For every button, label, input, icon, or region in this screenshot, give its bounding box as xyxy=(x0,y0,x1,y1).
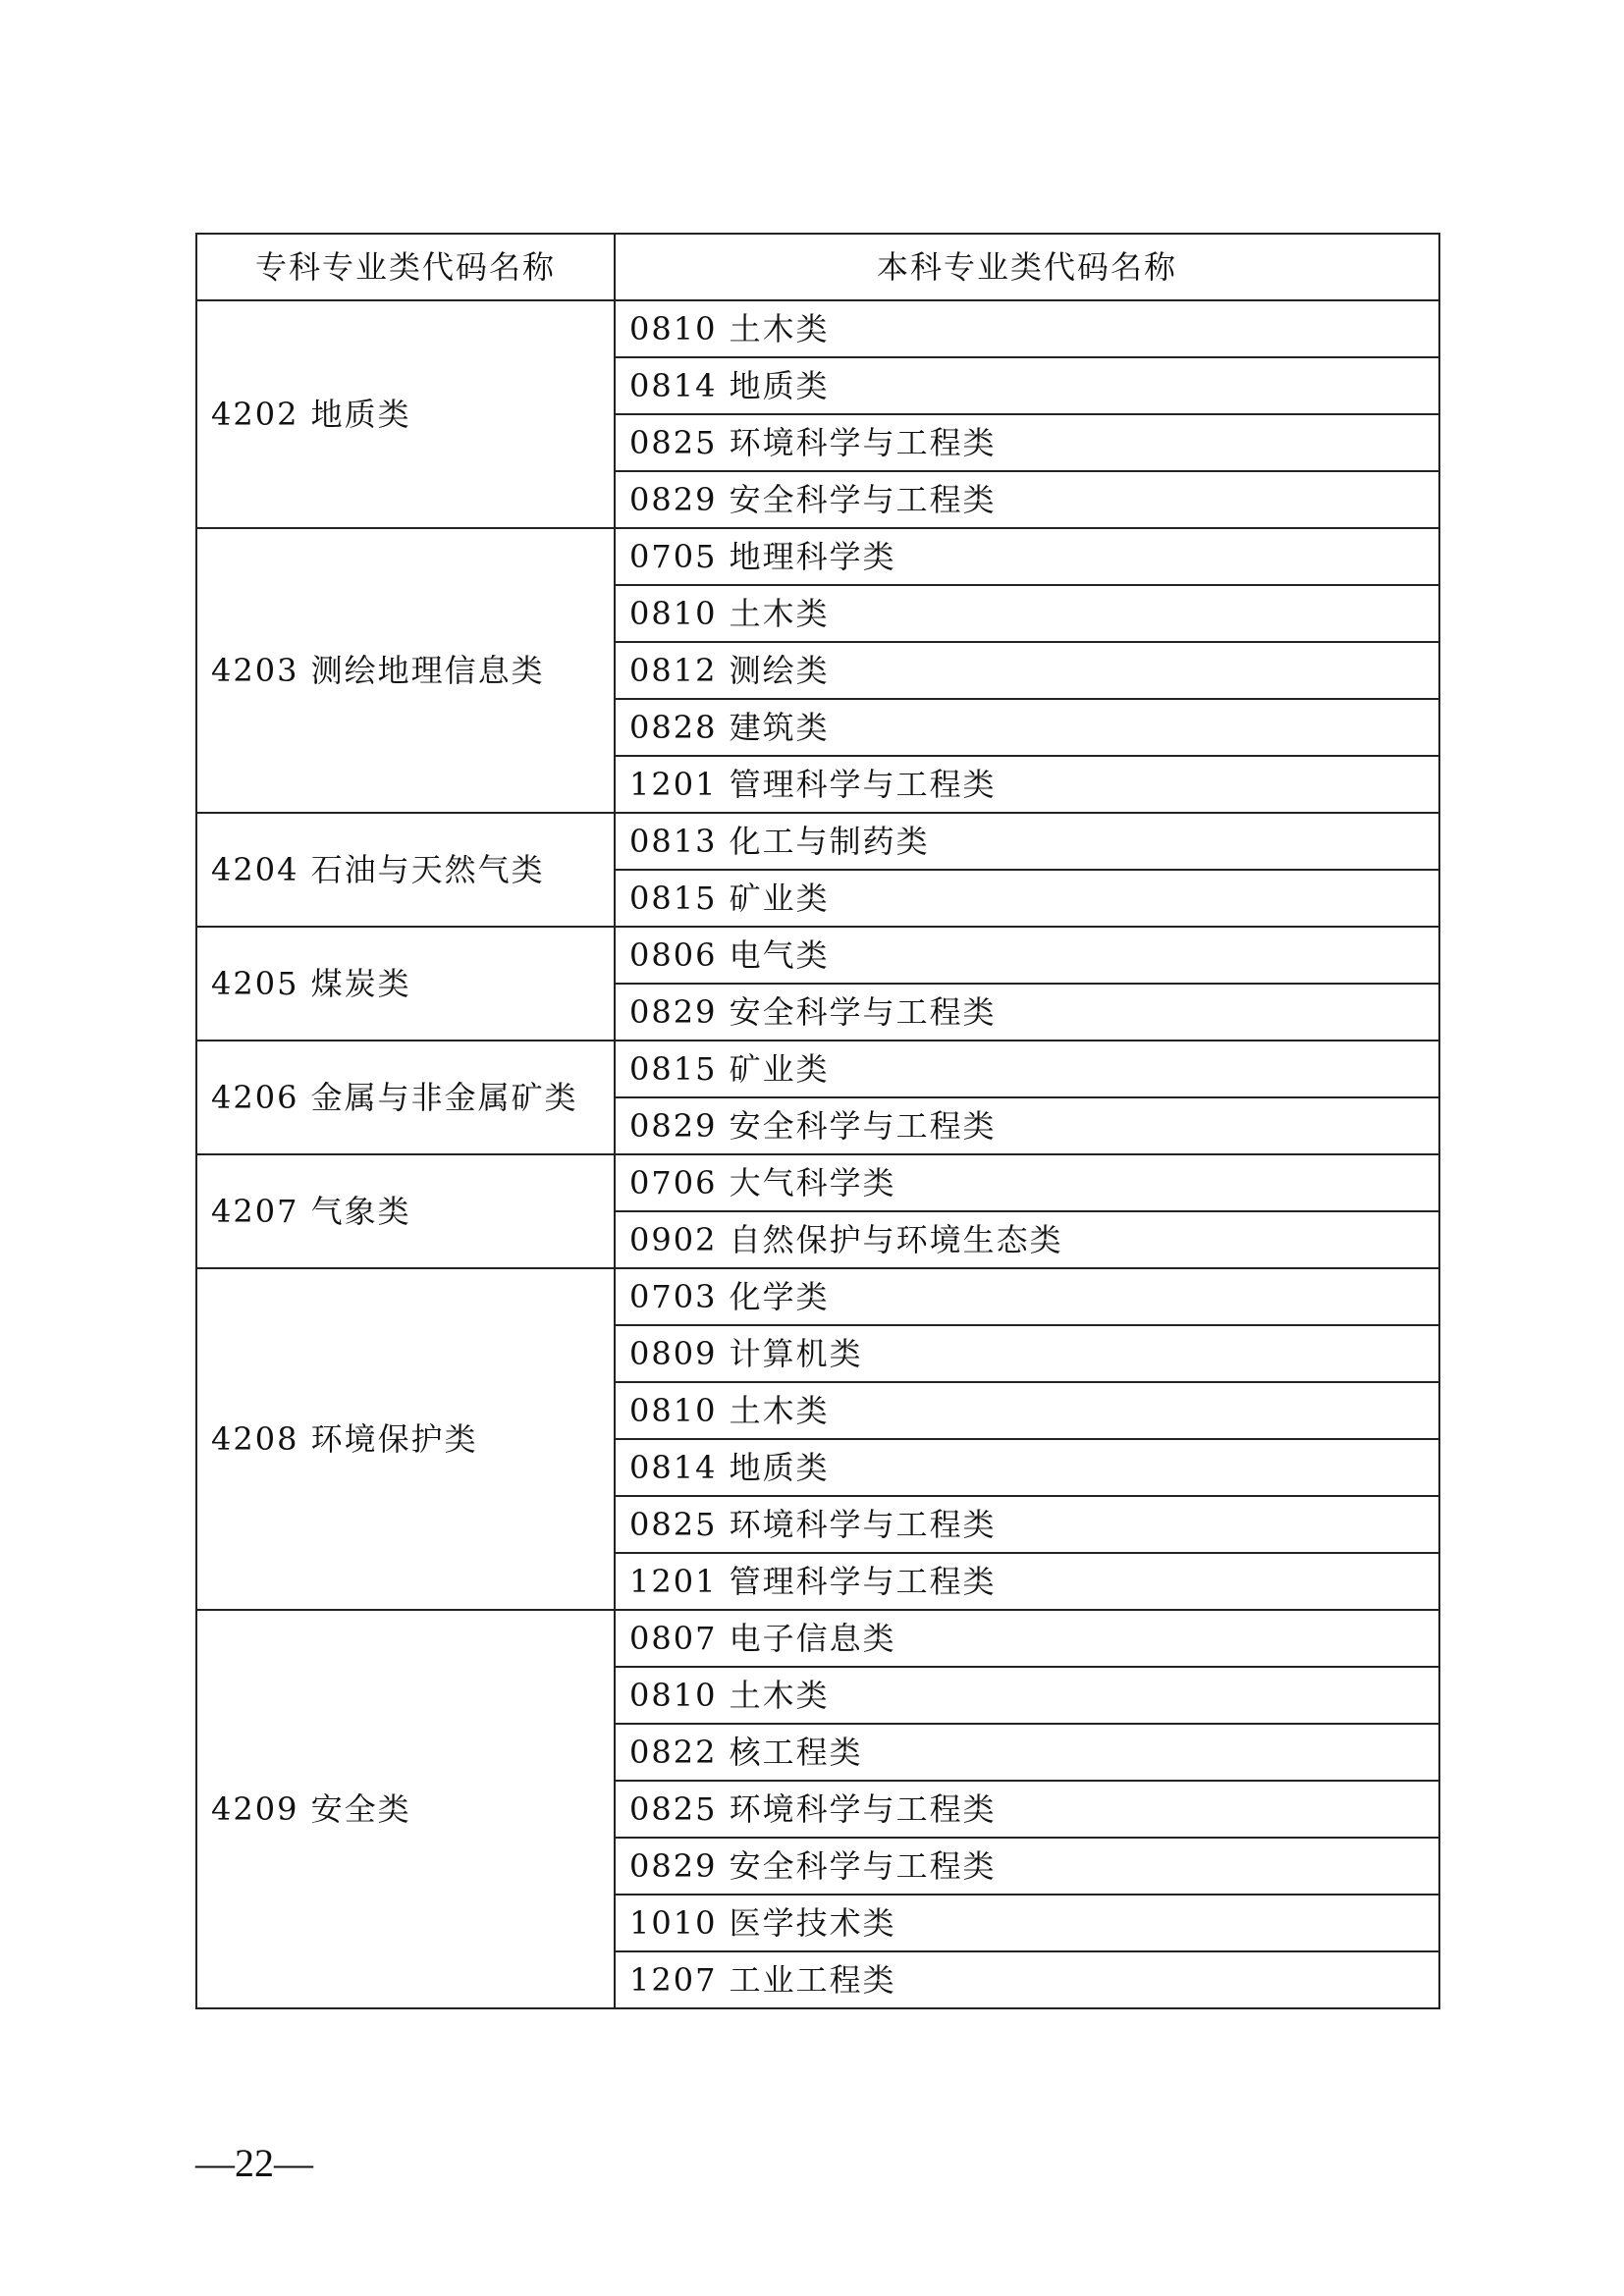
header-undergraduate-category: 本科专业类代码名称 xyxy=(615,234,1439,300)
undergraduate-category-cell: 0705 地理科学类 xyxy=(615,528,1439,585)
undergraduate-category-cell: 0815 矿业类 xyxy=(615,1041,1439,1097)
undergraduate-category-cell: 0828 建筑类 xyxy=(615,699,1439,756)
undergraduate-category-cell: 0825 环境科学与工程类 xyxy=(615,414,1439,471)
undergraduate-category-cell: 0902 自然保护与环境生态类 xyxy=(615,1211,1439,1268)
undergraduate-category-cell: 0825 环境科学与工程类 xyxy=(615,1781,1439,1838)
table-row xyxy=(196,1041,1439,1097)
junior-college-category-cell: 4209 安全类 xyxy=(196,1610,615,2008)
undergraduate-category-cell: 0815 矿业类 xyxy=(615,870,1439,927)
undergraduate-category-cell: 0829 安全科学与工程类 xyxy=(615,1097,1439,1154)
undergraduate-category-cell: 1207 工业工程类 xyxy=(615,1951,1439,2008)
junior-college-category-cell: 4207 气象类 xyxy=(196,1154,615,1268)
junior-college-category-cell: 4202 地质类 xyxy=(196,300,615,528)
header-junior-college-category: 专科专业类代码名称 xyxy=(196,234,615,300)
undergraduate-category-cell: 0807 电子信息类 xyxy=(615,1610,1439,1667)
page-number: —22— xyxy=(195,2141,313,2185)
undergraduate-category-cell: 0706 大气科学类 xyxy=(615,1154,1439,1211)
undergraduate-category-cell: 0809 计算机类 xyxy=(615,1325,1439,1382)
undergraduate-category-cell: 0829 安全科学与工程类 xyxy=(615,471,1439,528)
table-row xyxy=(196,1268,1439,1325)
undergraduate-category-cell: 0703 化学类 xyxy=(615,1268,1439,1325)
undergraduate-category-cell: 0810 土木类 xyxy=(615,1382,1439,1439)
undergraduate-category-cell: 0814 地质类 xyxy=(615,357,1439,414)
undergraduate-category-cell: 0822 核工程类 xyxy=(615,1724,1439,1781)
table-body xyxy=(196,300,1439,2008)
undergraduate-category-cell: 0829 安全科学与工程类 xyxy=(615,984,1439,1041)
undergraduate-category-cell: 1010 医学技术类 xyxy=(615,1895,1439,1951)
table-row xyxy=(196,528,1439,585)
table-row xyxy=(196,927,1439,984)
table-row xyxy=(196,300,1439,357)
undergraduate-category-cell: 0812 测绘类 xyxy=(615,642,1439,699)
undergraduate-category-cell: 0825 环境科学与工程类 xyxy=(615,1496,1439,1553)
undergraduate-category-cell: 0810 土木类 xyxy=(615,300,1439,357)
undergraduate-category-cell: 0806 电气类 xyxy=(615,927,1439,984)
table-row xyxy=(196,1154,1439,1211)
undergraduate-category-cell: 0810 土木类 xyxy=(615,585,1439,642)
undergraduate-category-cell: 0813 化工与制药类 xyxy=(615,813,1439,870)
undergraduate-category-cell: 0829 安全科学与工程类 xyxy=(615,1838,1439,1895)
junior-college-category-cell: 4203 测绘地理信息类 xyxy=(196,528,615,813)
junior-college-category-cell: 4208 环境保护类 xyxy=(196,1268,615,1610)
table-header-row xyxy=(196,234,1439,300)
junior-college-category-cell: 4205 煤炭类 xyxy=(196,927,615,1041)
table-row xyxy=(196,1610,1439,1667)
undergraduate-category-cell: 1201 管理科学与工程类 xyxy=(615,1553,1439,1610)
undergraduate-category-cell: 0810 土木类 xyxy=(615,1667,1439,1724)
table-row xyxy=(196,813,1439,870)
undergraduate-category-cell: 1201 管理科学与工程类 xyxy=(615,756,1439,813)
junior-college-category-cell: 4204 石油与天然气类 xyxy=(196,813,615,927)
mapping-table xyxy=(195,233,1440,2009)
junior-college-category-cell: 4206 金属与非金属矿类 xyxy=(196,1041,615,1154)
undergraduate-category-cell: 0814 地质类 xyxy=(615,1439,1439,1496)
